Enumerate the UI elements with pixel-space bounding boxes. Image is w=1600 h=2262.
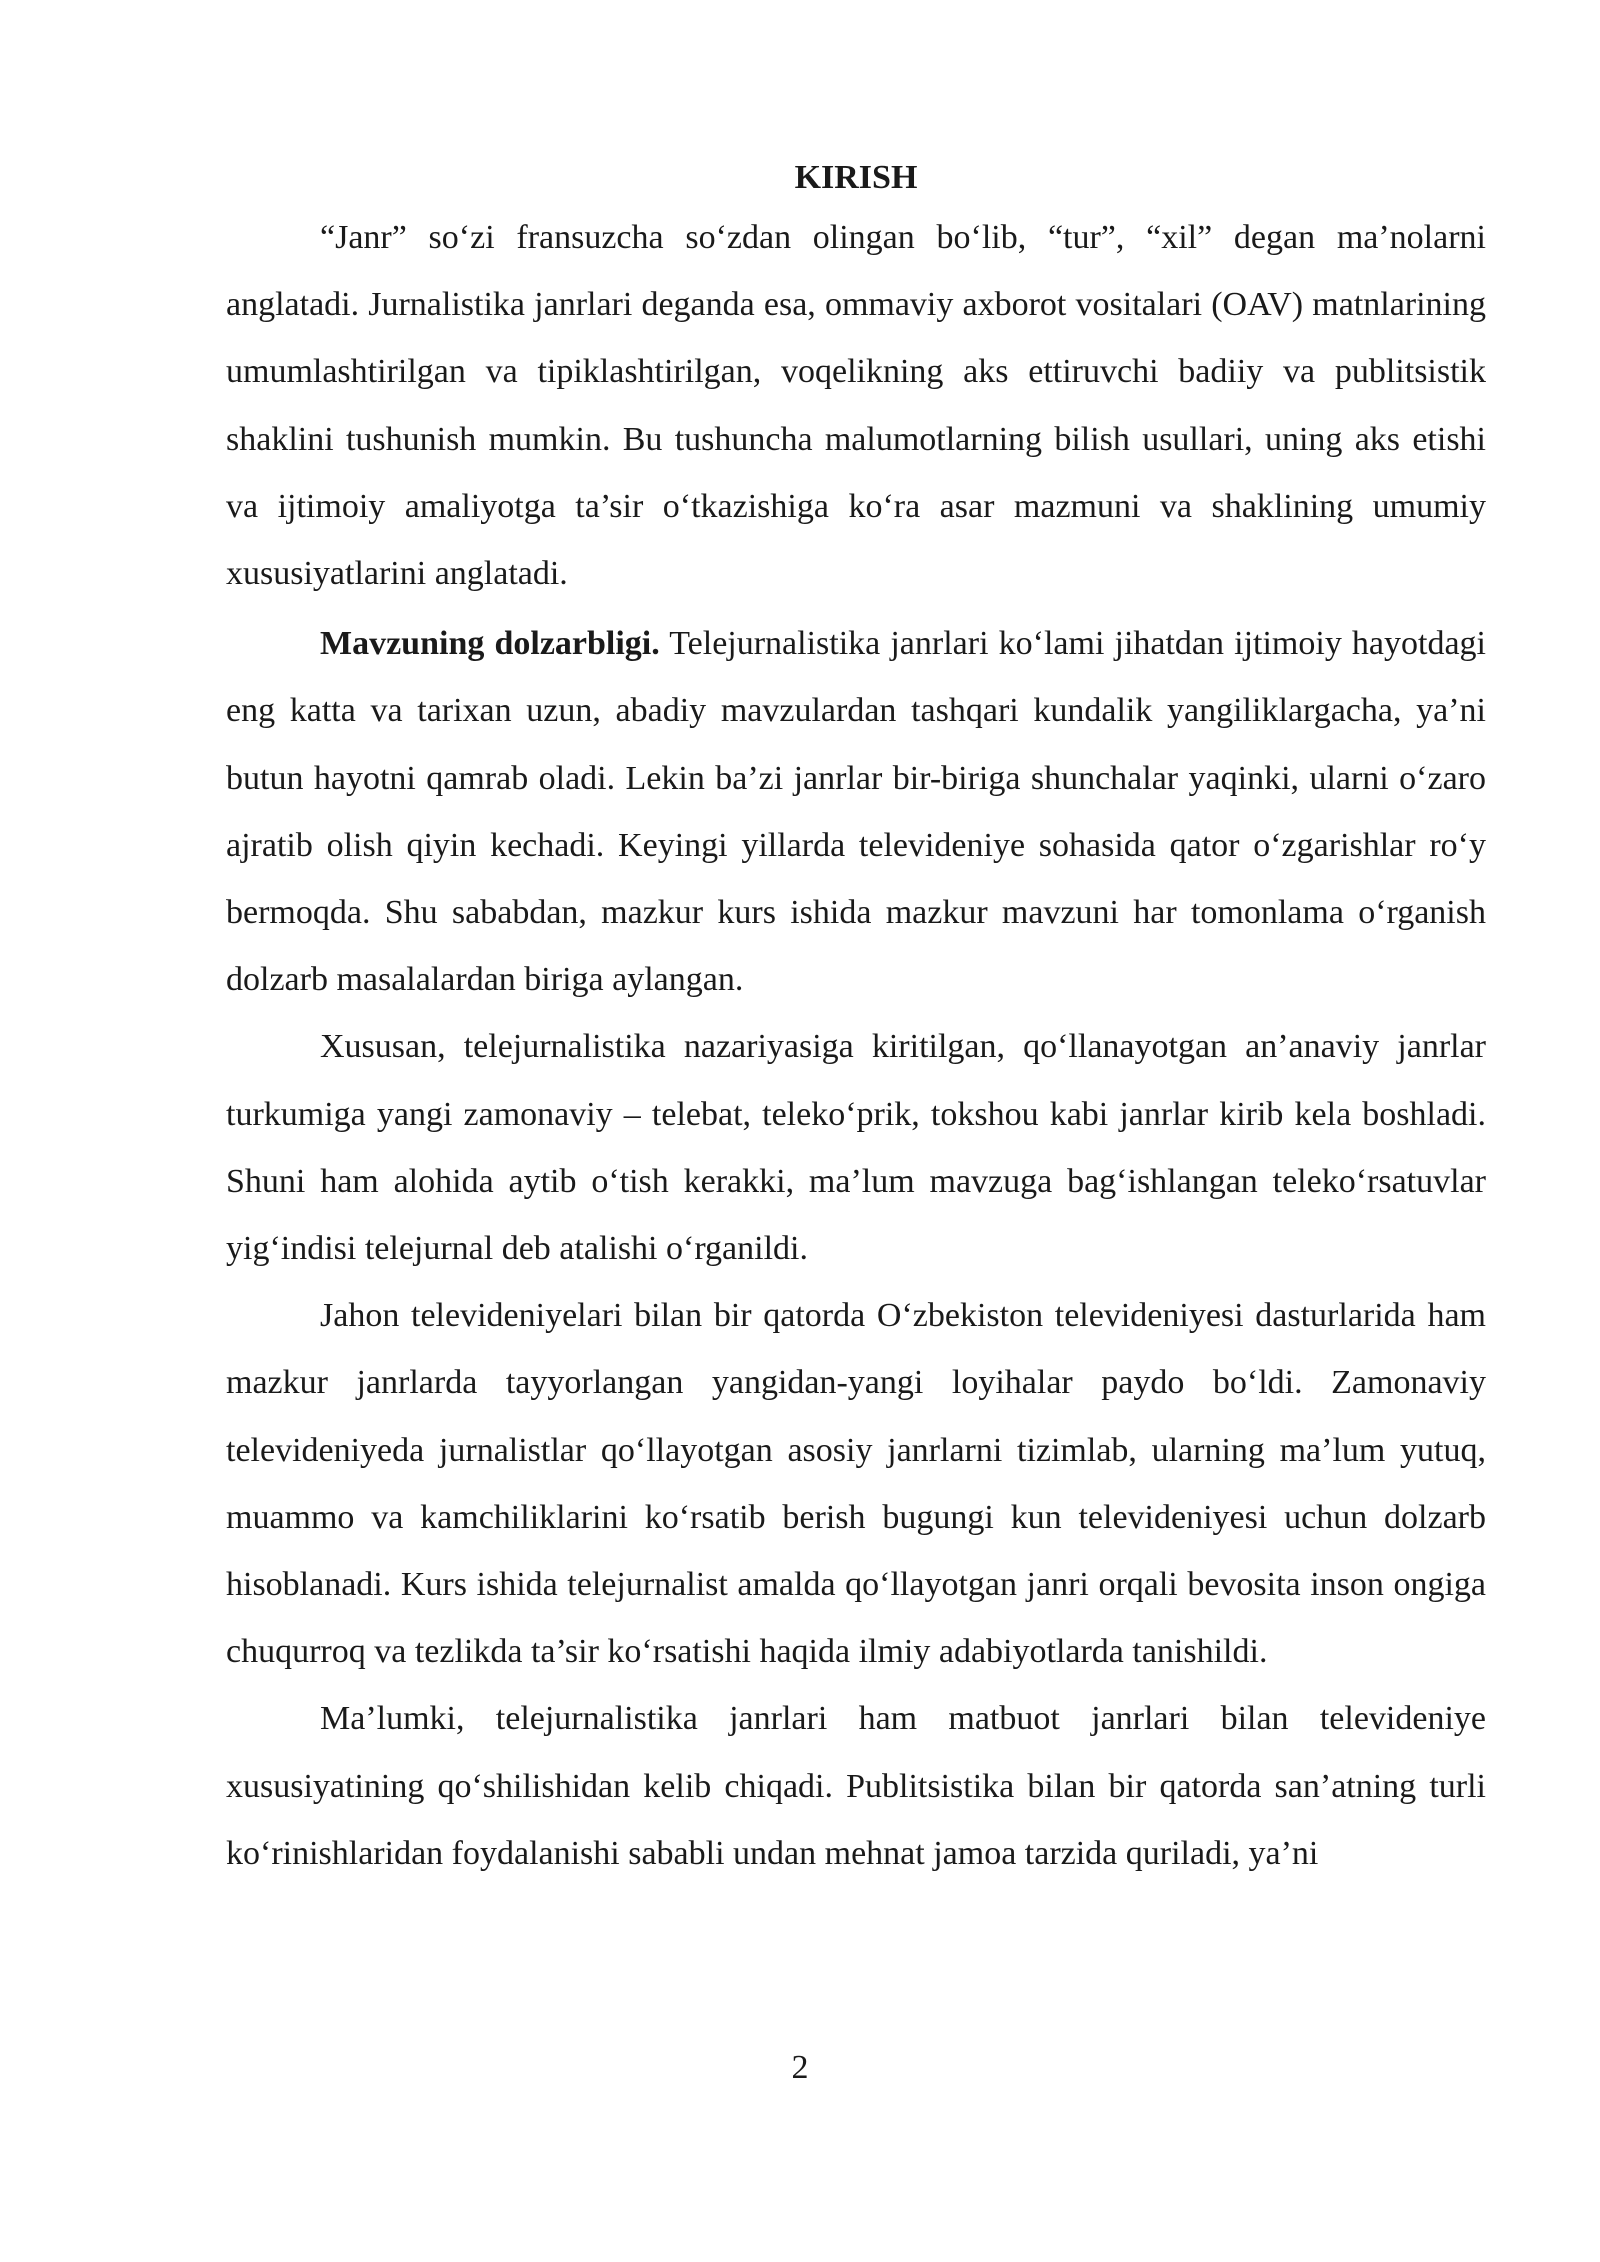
page-content — [226, 152, 1486, 1887]
paragraph-lead-bold: Mavzuning dolzarbligi. — [320, 625, 660, 663]
paragraph-text: Telejurnalistika janrlari ko‘lami jihatdan ijtimoiy hayotdagi eng katta va tarixan uzun, abadiy mavzulardan tashqari kundalik yangiliklargacha, ya’ni butun hayotni qamrab oladi. Lekin ba’zi janrlar bir-biriga shunchalar yaqinki, ularni o‘zaro ajratib olish qiyin kechadi. Keyingi yillarda televideniye sohasida qator o‘zgarishlar ro‘y bermoqda. Shu sababdan, mazkur kurs ishida mazkur mavzuni har tomonlama o‘rganish dolzarb masalalardan biriga aylangan. — [226, 625, 1486, 999]
paragraph-text: Ma’lumki, telejurnalistika janrlari ham matbuot janrlari bilan televideniye xususiyatining qo‘shilishidan kelib chiqadi. Publitsistika bilan bir qatorda san’atning turli ko‘rinishlaridan foydalanishi sababli undan mehnat jamoa tarzida quriladi, ya’ni — [226, 1700, 1486, 1872]
section-heading: KIRISH — [794, 159, 918, 196]
paragraph-new-genres — [226, 1013, 1486, 1282]
paragraph-text: Xususan, telejurnalistika nazariyasiga kiritilgan, qo‘llanayotgan an’anaviy janrlar turkumiga yangi zamonaviy – telebat, teleko‘prik, tokshou kabi janrlar kirib kela boshladi. Shuni ham alohida aytib o‘tish kerakki, ma’lum mavzuga bag‘ishlangan teleko‘rsatuvlar yig‘indisi telejurnal deb atalishi o‘rganildi. — [226, 1028, 1486, 1268]
paragraph-tv-genres — [226, 1685, 1486, 1887]
paragraph-world-tv — [226, 1282, 1486, 1685]
paragraph-relevance — [226, 610, 1486, 1013]
paragraph-text: Jahon televideniyelari bilan bir qatorda O‘zbekiston televideniyesi dasturlarida ham mazkur janrlarda tayyorlangan yangidan-yangi loyihalar paydo bo‘ldi. Zamonaviy televideniyeda jurnalistlar qo‘llayotgan asosiy janrlarni tizimlab, ularning ma’lum yutuq, muammo va kamchiliklarini ko‘rsatib berish bugungi kun televideniyesi uchun dolzarb hisoblanadi. Kurs ishida telejurnalist amalda qo‘llayotgan janri orqali bevosita inson ongiga chuqurroq va tezlikda ta’sir ko‘rsatishi haqida ilmiy adabiyotlarda tanishildi. — [226, 1297, 1486, 1671]
paragraph-text: “Janr” so‘zi fransuzcha so‘zdan olingan bo‘lib, “tur”, “xil” degan ma’nolarni anglatadi. Jurnalistika janrlari deganda esa, ommaviy axborot vositalari (OAV) matnlarining umumlashtirilgan va tipiklashtirilgan, voqelikning aks ettiruvchi badiiy va publitsistik shaklini tushunish mumkin. Bu tushuncha malumotlarning bilish usullari, uning aks etishi va ijtimoiy amaliyotga ta’sir o‘tkazishiga ko‘ra asar mazmuni va shaklining umumiy xususiyatlarini anglatadi. — [226, 219, 1486, 593]
page-number: 2 — [791, 2049, 809, 2086]
paragraph-intro — [226, 204, 1486, 607]
